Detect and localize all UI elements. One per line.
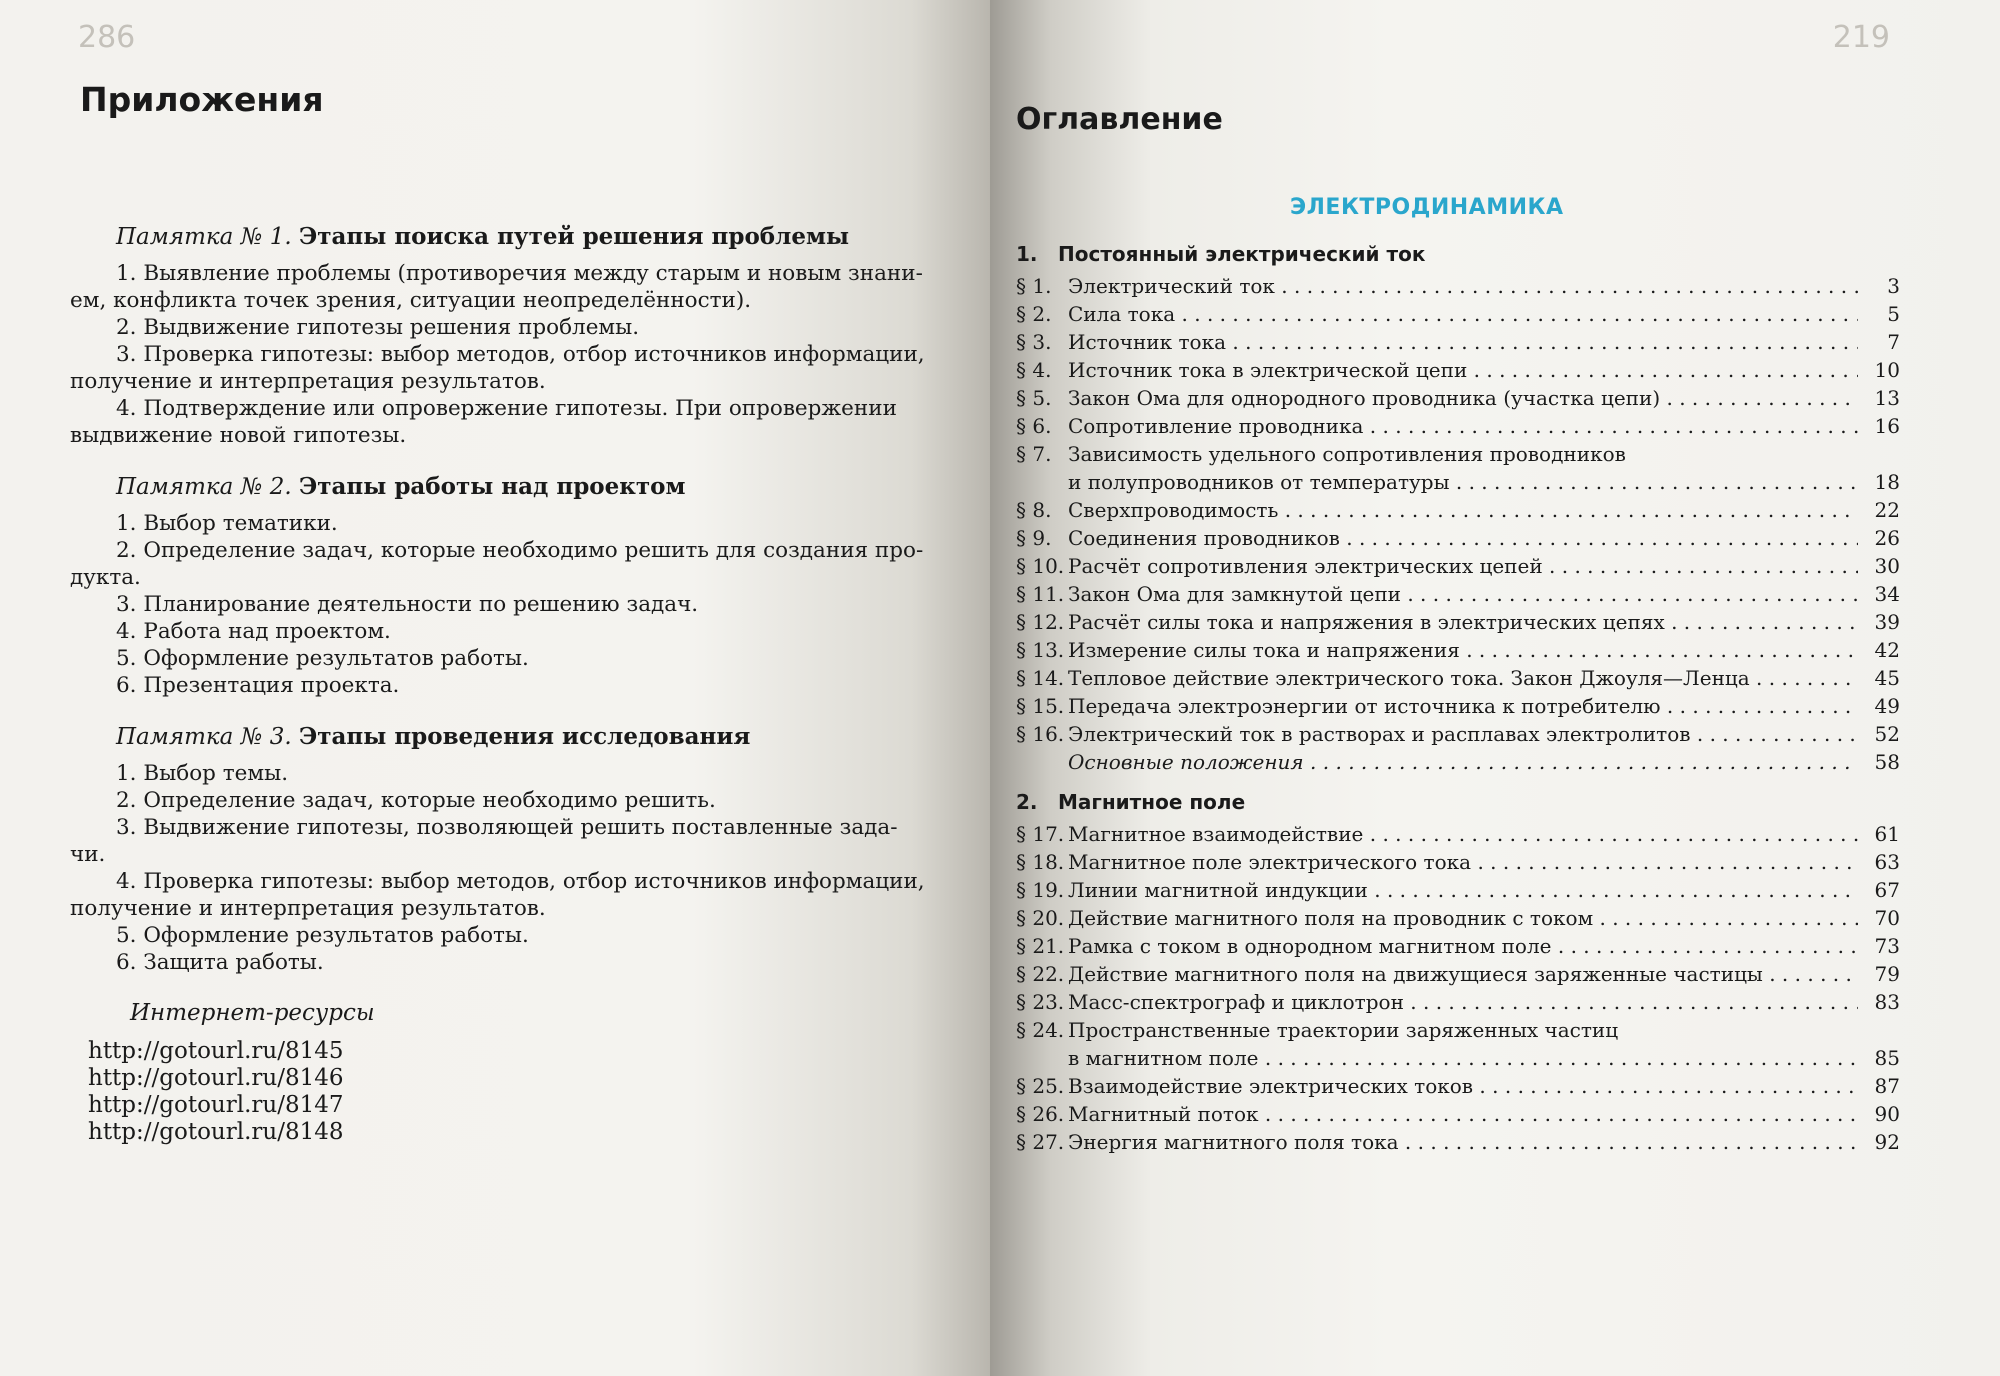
toc-text: Магнитный поток . . .: [1068, 1100, 1858, 1128]
toc-row: [1016, 748, 1900, 776]
toc-row: [1016, 580, 1900, 608]
memo-item: 5. Оформление результатов работы.: [116, 646, 529, 671]
toc-text: Магнитное поле электрического тока . . .: [1068, 848, 1858, 876]
toc-row: [1016, 848, 1900, 876]
toc-text: Электрический ток в растворах и расплавах электролитов . . .: [1068, 720, 1858, 748]
toc-page-number: 7: [1887, 330, 1900, 354]
toc-paragraph: § 23.: [1016, 990, 1065, 1014]
toc-row: [1016, 664, 1900, 692]
chapter-title: [1016, 790, 1900, 814]
toc-page-number: 39: [1874, 610, 1900, 634]
toc-text: Взаимодействие электрических токов . . .: [1068, 1072, 1858, 1100]
memo-item: 2. Выдвижение гипотезы решения проблемы.: [116, 315, 640, 340]
toc-paragraph: § 8.: [1016, 498, 1052, 522]
toc-paragraph: § 9.: [1016, 526, 1052, 550]
toc-row: [1016, 328, 1900, 356]
toc-row: [1016, 496, 1900, 524]
memo-item: 2. Определение задач, которые необходимо решить.: [116, 788, 716, 813]
memo-block: [70, 223, 950, 449]
memo-title: [116, 473, 950, 500]
toc-text-line1: Зависимость удельного сопротивления проводников: [1068, 442, 1626, 466]
toc-paragraph: § 2.: [1016, 302, 1052, 326]
toc-paragraph: § 17.: [1016, 822, 1065, 846]
toc-text: Магнитное взаимодействие . . .: [1068, 820, 1858, 848]
toc-page-number: 67: [1874, 878, 1900, 902]
memo-item: дукта.: [70, 565, 141, 590]
toc-text: Энергия магнитного поля тока . . .: [1068, 1128, 1858, 1156]
toc-text: Сила тока . . .: [1068, 300, 1858, 328]
toc-row: [1016, 412, 1900, 440]
memo-item: выдвижение новой гипотезы.: [70, 423, 407, 448]
toc-text: Тепловое действие электрического тока. Закон Джоуля—Ленца . . .: [1068, 664, 1858, 692]
toc-text: Масс-спектрограф и циклотрон . . .: [1068, 988, 1858, 1016]
memo-label: Памятка № 1.: [116, 224, 299, 250]
toc-paragraph: § 7.: [1016, 442, 1052, 466]
toc-text: Источник тока в электрической цепи . . .: [1068, 356, 1858, 384]
toc-row: [1016, 524, 1900, 552]
toc-row: [1016, 1128, 1900, 1156]
memo-item: чи.: [70, 842, 106, 867]
toc-row: [1016, 440, 1900, 468]
toc-row: [1016, 552, 1900, 580]
toc-page-number: 49: [1874, 694, 1900, 718]
memo-item: 4. Работа над проектом.: [116, 619, 391, 644]
section-title: Приложения: [80, 80, 324, 119]
toc-row: [1016, 356, 1900, 384]
toc-row: [1016, 1100, 1900, 1128]
chapter-number: 1.: [1016, 242, 1038, 266]
toc-row: [1016, 876, 1900, 904]
url-link: http://gotourl.ru/8145: [88, 1038, 344, 1064]
memo-item: 4. Проверка гипотезы: выбор методов, отбор источников информации,: [116, 869, 925, 894]
toc-page-number: 22: [1874, 498, 1900, 522]
memo-list: [70, 223, 950, 976]
toc-row: [1016, 636, 1900, 664]
toc-paragraph: § 1.: [1016, 274, 1052, 298]
toc-paragraph: § 6.: [1016, 414, 1052, 438]
right-page: [990, 0, 2000, 1376]
toc-page-number: 61: [1874, 822, 1900, 846]
memo-title-text: Этапы работы над проектом: [298, 473, 686, 500]
memo-title-text: Этапы проведения исследования: [298, 723, 751, 750]
toc-row: [1016, 720, 1900, 748]
toc-text: Источник тока . . .: [1068, 328, 1858, 356]
toc-page-number: 85: [1874, 1046, 1900, 1070]
toc-page-number: 73: [1874, 934, 1900, 958]
toc-paragraph: § 27.: [1016, 1130, 1065, 1154]
toc-page-number: 5: [1887, 302, 1900, 326]
toc-paragraph: § 21.: [1016, 934, 1065, 958]
toc-paragraph: § 19.: [1016, 878, 1065, 902]
toc-row: [1016, 608, 1900, 636]
toc-page-number: 42: [1874, 638, 1900, 662]
memo-item: получение и интерпретация результатов.: [70, 896, 546, 921]
toc-row: [1016, 468, 1900, 496]
toc-paragraph: § 3.: [1016, 330, 1052, 354]
toc-text: Сверхпроводимость . . .: [1068, 496, 1858, 524]
toc-page-number: 92: [1874, 1130, 1900, 1154]
toc-page-number: 34: [1874, 582, 1900, 606]
chapter-gap: [1016, 776, 1900, 790]
toc-page-number: 10: [1874, 358, 1900, 382]
toc-text: Расчёт силы тока и напряжения в электрических цепях . . .: [1068, 608, 1858, 636]
toc-row: [1016, 1016, 1900, 1044]
url-link: http://gotourl.ru/8146: [88, 1065, 344, 1091]
toc-row: [1016, 1044, 1900, 1072]
toc-paragraph: § 15.: [1016, 694, 1065, 718]
chapter-name: Магнитное поле: [1058, 790, 1246, 814]
memo-item: 3. Проверка гипотезы: выбор методов, отбор источников информации,: [116, 342, 925, 367]
toc-text: Передача электроэнергии от источника к потребителю . . .: [1068, 692, 1858, 720]
memo-title-text: Этапы поиска путей решения проблемы: [298, 223, 850, 250]
toc-paragraph: § 4.: [1016, 358, 1052, 382]
toc-paragraph: § 11.: [1016, 582, 1065, 606]
left-page-number: 286: [78, 20, 136, 55]
chapter-title: [1016, 242, 1900, 266]
toc-row: [1016, 384, 1900, 412]
toc-paragraph: § 13.: [1016, 638, 1065, 662]
toc-paragraph: § 24.: [1016, 1018, 1065, 1042]
memo-item: 6. Презентация проекта.: [116, 673, 400, 698]
toc-text: Действие магнитного поля на проводник с током . . .: [1068, 904, 1858, 932]
toc-paragraph: § 25.: [1016, 1074, 1065, 1098]
toc-row: [1016, 300, 1900, 328]
memo-item: 3. Выдвижение гипотезы, позволяющей решить поставленные зада-: [116, 815, 898, 840]
memo-item: 3. Планирование деятельности по решению задач.: [116, 592, 699, 617]
memo-item: 2. Определение задач, которые необходимо решить для создания про-: [116, 538, 924, 563]
toc-page-number: 26: [1874, 526, 1900, 550]
toc-text: Линии магнитной индукции . . .: [1068, 876, 1858, 904]
memo-item: получение и интерпретация результатов.: [70, 369, 546, 394]
toc-row: [1016, 692, 1900, 720]
toc-text: Расчёт сопротивления электрических цепей . . .: [1068, 552, 1858, 580]
toc-row: [1016, 988, 1900, 1016]
toc-row: [1016, 904, 1900, 932]
toc-text-line1: Пространственные траектории заряженных частиц: [1068, 1018, 1619, 1042]
toc-page-number: 63: [1874, 850, 1900, 874]
toc-row: [1016, 820, 1900, 848]
toc-page-number: 79: [1874, 962, 1900, 986]
toc-page-number: 3: [1887, 274, 1900, 298]
toc-page-number: 18: [1874, 470, 1900, 494]
part-title: ЭЛЕКТРОДИНАМИКА: [1290, 195, 1564, 220]
memo-item: 6. Защита работы.: [116, 950, 324, 975]
toc-row: [1016, 932, 1900, 960]
table-of-contents: [1016, 242, 1900, 1156]
toc-page-number: 58: [1874, 750, 1900, 774]
memo-item: 1. Выбор темы.: [116, 761, 289, 786]
memo-block: [70, 723, 950, 976]
left-page: [0, 0, 990, 1376]
memo-item: 5. Оформление результатов работы.: [116, 923, 529, 948]
toc-paragraph: § 14.: [1016, 666, 1065, 690]
toc-text: Сопротивление проводника . . .: [1068, 412, 1858, 440]
memo-block: [70, 473, 950, 699]
toc-paragraph: § 20.: [1016, 906, 1065, 930]
toc-row: [1016, 960, 1900, 988]
toc-text: Рамка с током в однородном магнитном поле . . .: [1068, 932, 1858, 960]
memo-item: 4. Подтверждение или опровержение гипотезы. При опровержении: [116, 396, 897, 421]
url-link: http://gotourl.ru/8147: [88, 1092, 344, 1118]
memo-item: 1. Выбор тематики.: [116, 511, 338, 536]
memo-label: Памятка № 2.: [116, 474, 299, 500]
chapter-number: 2.: [1016, 790, 1038, 814]
url-link: http://gotourl.ru/8148: [88, 1119, 344, 1145]
toc-title: Оглавление: [1016, 102, 1223, 137]
toc-page-number: 70: [1874, 906, 1900, 930]
toc-page-number: 30: [1874, 554, 1900, 578]
toc-text: Действие магнитного поля на движущиеся заряженные частицы . . .: [1068, 960, 1858, 988]
chapter-name: Постоянный электрический ток: [1058, 242, 1426, 266]
memo-item: ем, конфликта точек зрения, ситуации неопределённости).: [70, 288, 752, 313]
toc-text: Электрический ток . . .: [1068, 272, 1858, 300]
toc-text: и полупроводников от температуры . . .: [1068, 468, 1858, 496]
toc-paragraph: § 10.: [1016, 554, 1065, 578]
toc-text: Закон Ома для замкнутой цепи . . .: [1068, 580, 1858, 608]
toc-page-number: 13: [1874, 386, 1900, 410]
toc-paragraph: § 12.: [1016, 610, 1065, 634]
memo-title: [116, 223, 950, 250]
toc-paragraph: § 16.: [1016, 722, 1065, 746]
toc-page-number: 87: [1874, 1074, 1900, 1098]
toc-paragraph: § 18.: [1016, 850, 1065, 874]
toc-page-number: 90: [1874, 1102, 1900, 1126]
toc-page-number: 83: [1874, 990, 1900, 1014]
memo-label: Памятка № 3.: [116, 724, 299, 750]
internet-title: Интернет-ресурсы: [130, 1000, 375, 1026]
url-list: [70, 1038, 950, 1146]
toc-row: [1016, 272, 1900, 300]
toc-row: [1016, 1072, 1900, 1100]
toc-text: Измерение силы тока и напряжения . . .: [1068, 636, 1858, 664]
toc-text: в магнитном поле . . .: [1068, 1044, 1858, 1072]
right-page-number: 219: [1832, 20, 1890, 55]
toc-page-number: 45: [1874, 666, 1900, 690]
toc-page-number: 52: [1874, 722, 1900, 746]
toc-text: Основные положения . . .: [1068, 748, 1858, 776]
toc-paragraph: § 22.: [1016, 962, 1065, 986]
toc-paragraph: § 5.: [1016, 386, 1052, 410]
toc-page-number: 16: [1874, 414, 1900, 438]
toc-text: Соединения проводников . . .: [1068, 524, 1858, 552]
memo-title: [116, 723, 950, 750]
memo-item: 1. Выявление проблемы (противоречия между старым и новым знани-: [116, 261, 923, 286]
toc-paragraph: § 26.: [1016, 1102, 1065, 1126]
toc-text: Закон Ома для однородного проводника (участка цепи) . . .: [1068, 384, 1858, 412]
